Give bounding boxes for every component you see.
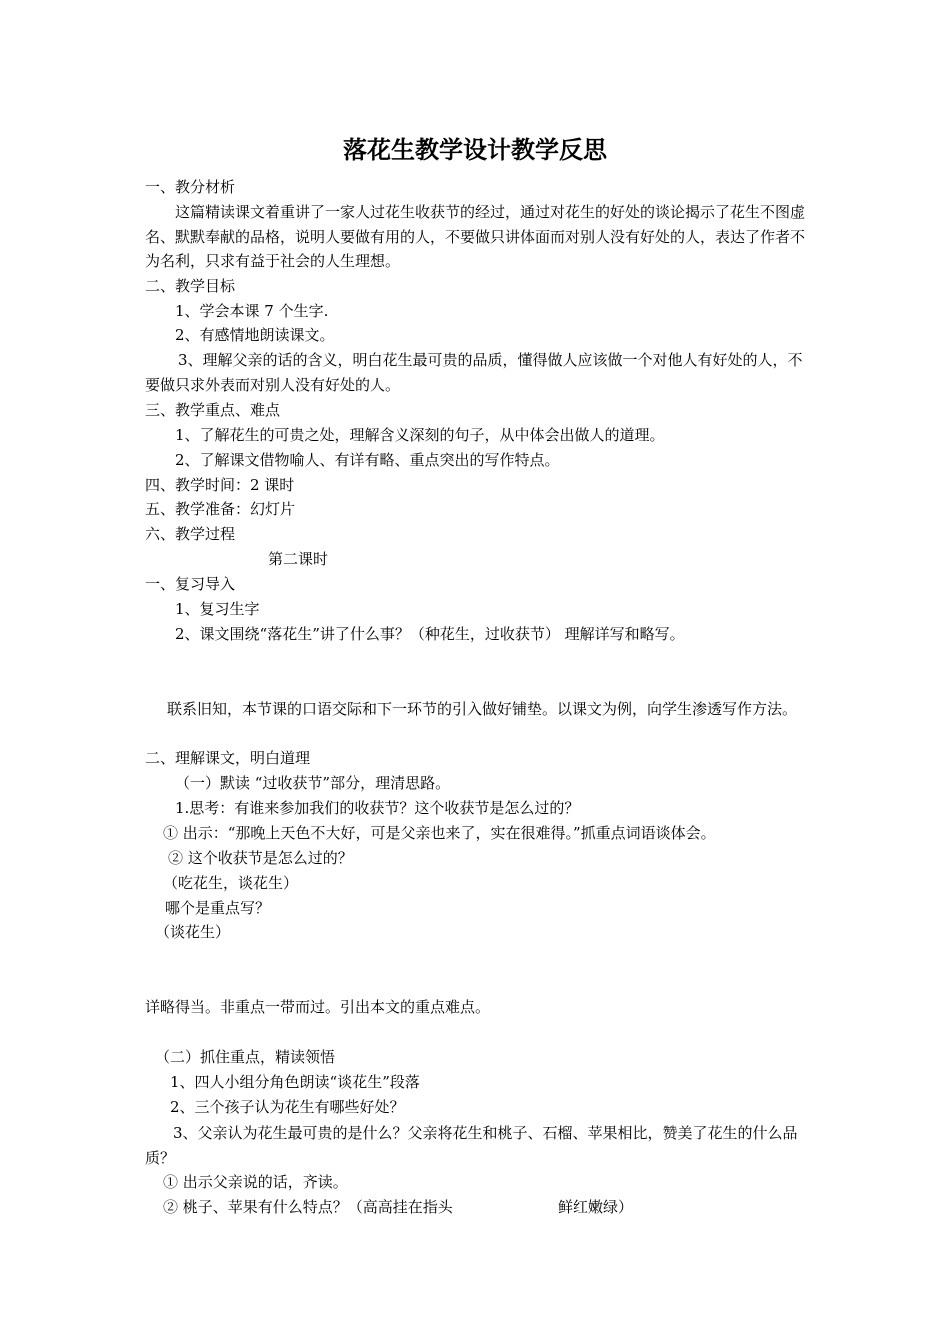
close-read-item-3: 3、父亲认为花生最可贵的是什么？父亲将花生和桃子、石榴、苹果相比，赞美了花生的什么品质？ — [145, 1124, 798, 1167]
step-heading-2: 二、理解课文，明白道理 — [145, 749, 311, 767]
close-read-item-1: 1、四人小组分角色朗读“谈花生”段落 — [170, 1073, 420, 1091]
section-heading-1: 一、教分材析 — [145, 178, 236, 196]
reflection-paragraph-1: 联系旧知，本节课的口语交际和下一环节的引入做好铺垫。以课文为例，向学生渗透写作方法。 — [167, 700, 798, 718]
section-heading-3: 三、教学重点、难点 — [145, 401, 281, 419]
show-item-1: ① 出示：“那晚上天色不大好，可是父亲也来了，实在很难得。”抓重点词语谈体会。 — [163, 824, 716, 842]
document-title: 落花生教学设计教学反思 — [343, 135, 607, 164]
subsection-heading-2: （二）抓住重点，精读领悟 — [155, 1048, 336, 1066]
step-heading-1: 一、复习导入 — [145, 575, 236, 593]
answer-1: （吃花生，谈花生） — [163, 874, 299, 892]
section-heading-5: 五、教学准备：幻灯片 — [145, 500, 296, 518]
paragraph-analysis: 这篇精读课文着重讲了一家人过花生收获节的经过，通过对花生的好处的谈论揭示了花生不图虚名、默默奉献的品格，说明人要做有用的人，不要做只讲体面而对别人没有好处的人，表达了作者不为名利，只求有益于社会的人生理想。 — [145, 203, 806, 270]
fruit-question: ② 桃子、苹果有什么特点？（高高挂在指头 — [163, 1198, 453, 1216]
fruit-answer: 鲜红嫩绿） — [558, 1198, 634, 1216]
goal-item-2: 2、有感情地朗读课文。 — [175, 326, 335, 344]
think-question: 1.思考：有谁来参加我们的收获节？这个收获节是怎么过的？ — [175, 799, 580, 817]
show-father-words: ① 出示父亲说的话，齐读。 — [163, 1173, 348, 1191]
review-item-2: 2、课文围绕“落花生”讲了什么事？（种花生，过收获节） 理解详写和略写。 — [175, 625, 685, 643]
goal-item-3: 3、理解父亲的话的含义，明白花生最可贵的品质，懂得做人应该做一个对他人有好处的人，不要做只求外表而对别人没有好处的人。 — [145, 351, 803, 394]
key-point-1: 1、了解花生的可贵之处，理解含义深刻的句子，从中体会出做人的道理。 — [175, 426, 665, 444]
section-heading-6: 六、教学过程 — [145, 525, 236, 543]
close-read-item-2: 2、三个孩子认为花生有哪些好处？ — [170, 1098, 405, 1116]
section-heading-2: 二、教学目标 — [145, 277, 236, 295]
reflection-paragraph-2: 详略得当。非重点一带而过。引出本文的重点难点。 — [145, 998, 491, 1016]
review-item-1: 1、复习生字 — [175, 600, 260, 618]
answer-2: （谈花生） — [155, 923, 231, 941]
show-item-2: ② 这个收获节是怎么过的？ — [168, 849, 353, 867]
goal-item-1: 1、学会本课 7 个生字. — [175, 302, 329, 320]
key-point-2: 2、了解课文借物喻人、有详有略、重点突出的写作特点。 — [175, 451, 560, 469]
question-focus: 哪个是重点写？ — [165, 899, 271, 917]
lesson-heading: 第二课时 — [268, 550, 329, 568]
section-heading-4: 四、教学时间：2 课时 — [145, 476, 295, 494]
subsection-heading-1: （一）默读 “过收获节”部分，理清思路。 — [175, 774, 451, 792]
